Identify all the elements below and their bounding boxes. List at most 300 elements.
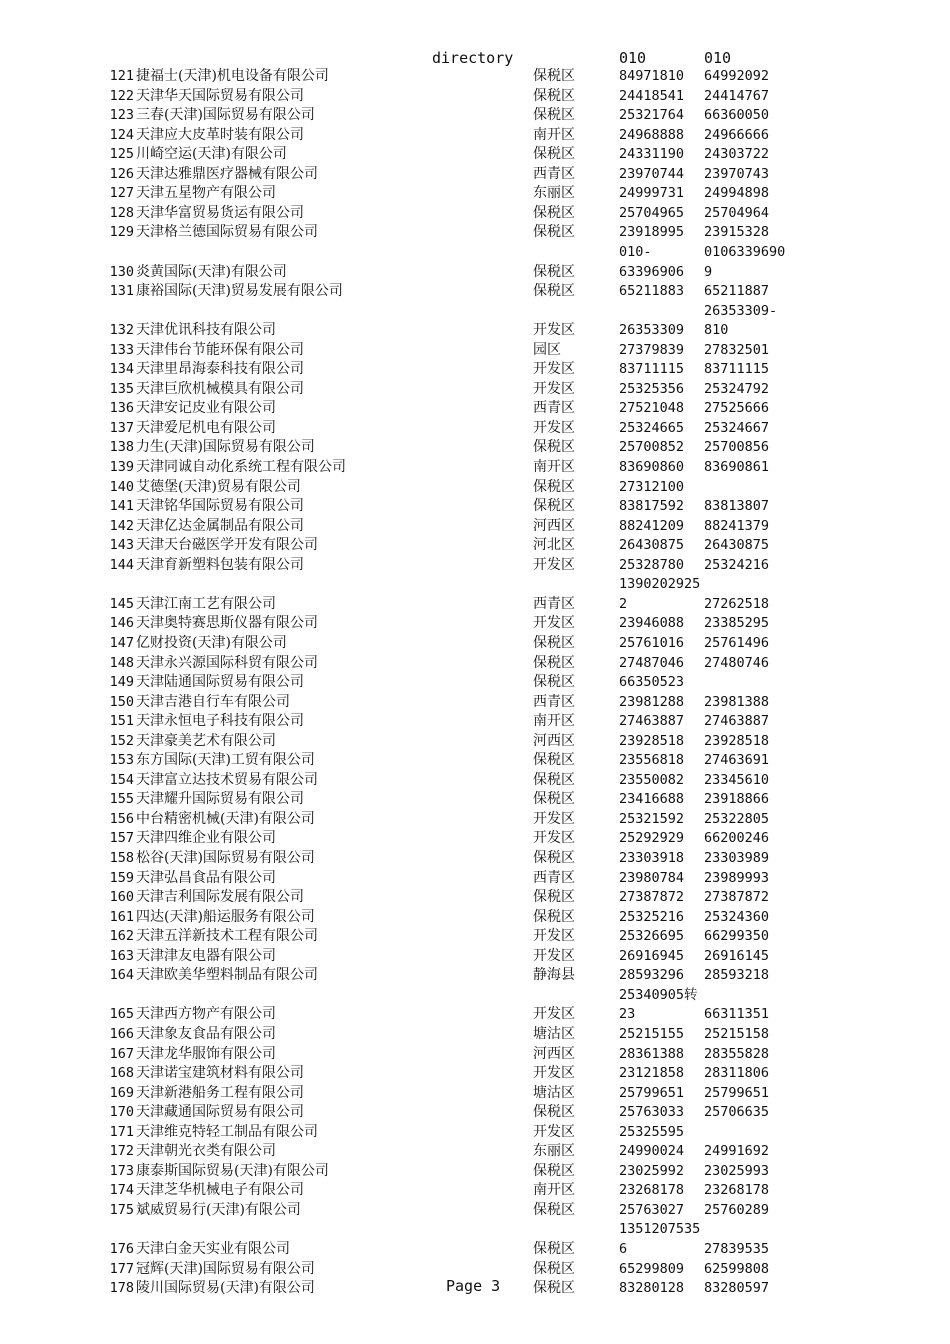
district: 西青区	[533, 869, 575, 886]
row-number: 171	[109, 1123, 134, 1140]
table-row	[0, 1123, 950, 1143]
phone: 83690860	[619, 459, 685, 475]
phone: 25321592	[619, 810, 685, 827]
district: 保税区	[533, 224, 575, 241]
company-name: 天津亿达金属制品有限公司	[136, 517, 304, 534]
fax: 25324667	[704, 419, 770, 436]
phone: 25325595	[619, 1123, 685, 1140]
district: 保税区	[533, 791, 575, 808]
district: 保税区	[533, 146, 575, 163]
fax: 23970743	[704, 165, 770, 182]
row-number: 161	[109, 908, 134, 925]
table-row	[0, 1103, 950, 1123]
row-number: 167	[109, 1045, 134, 1062]
phone: 27312100	[619, 478, 685, 495]
district: 开发区	[533, 322, 575, 339]
phone: 65299809	[619, 1260, 685, 1277]
table-row	[0, 869, 950, 889]
company-name: 天津同诚自动化系统工程有限公司	[136, 459, 346, 475]
header-col2: 010	[704, 49, 732, 67]
fax: 26353309-	[704, 302, 778, 319]
company-name: 陵川国际贸易(天津)有限公司	[136, 1280, 315, 1297]
fax: 83280597	[704, 1280, 770, 1297]
table-row	[0, 771, 950, 791]
district: 保税区	[533, 634, 575, 651]
fax: 25704964	[704, 204, 770, 221]
district: 东丽区	[533, 185, 575, 202]
fax: 23981388	[704, 693, 770, 710]
fax: 28593218	[704, 967, 770, 984]
row-number: 137	[109, 419, 134, 436]
table-row	[0, 849, 950, 869]
company-name: 天津新港船务工程有限公司	[136, 1084, 304, 1101]
row-number: 131	[109, 283, 134, 300]
table-row	[0, 497, 950, 517]
district: 开发区	[533, 810, 575, 827]
company-name: 天津爱尼机电有限公司	[136, 419, 276, 436]
fax: 23989993	[704, 869, 770, 886]
district: 南开区	[533, 1182, 575, 1199]
row-number: 173	[109, 1162, 134, 1179]
company-name: 天津欧美华塑料制品有限公司	[136, 967, 318, 984]
row-number: 124	[109, 126, 134, 143]
fax: 9	[704, 263, 713, 280]
company-name: 亿财投资(天津)有限公司	[136, 634, 287, 651]
phone: 23550082	[619, 771, 685, 788]
row-number: 132	[109, 322, 134, 339]
row-number: 149	[109, 674, 134, 691]
fax: 24414767	[704, 87, 770, 104]
district: 开发区	[533, 1123, 575, 1140]
district: 开发区	[533, 556, 575, 573]
phone: 65211883	[619, 283, 685, 300]
company-name: 天津永恒电子科技有限公司	[136, 713, 304, 730]
fax: 66299350	[704, 928, 770, 945]
phone: 25340905转	[619, 986, 698, 1003]
phone: 1351207535	[619, 1221, 701, 1238]
row-number: 154	[109, 771, 134, 788]
table-row	[0, 438, 950, 458]
row-number: 174	[109, 1182, 134, 1199]
district: 南开区	[533, 713, 575, 730]
row-number: 123	[109, 107, 134, 124]
row-number: 133	[109, 341, 134, 358]
row-number: 140	[109, 478, 134, 495]
district: 保税区	[533, 889, 575, 906]
district: 保税区	[533, 439, 575, 456]
table-row	[0, 634, 950, 654]
phone: 23416688	[619, 791, 685, 808]
row-number: 155	[109, 791, 134, 808]
table-row	[0, 380, 950, 400]
company-name: 炎黄国际(天津)有限公司	[136, 263, 287, 280]
row-number: 162	[109, 928, 134, 945]
table-row	[0, 517, 950, 537]
fax: 24303722	[704, 146, 770, 163]
district: 保税区	[533, 771, 575, 788]
fax: 27262518	[704, 595, 770, 612]
district: 南开区	[533, 126, 575, 143]
fax: 23385295	[704, 615, 770, 632]
district: 开发区	[533, 947, 575, 964]
phone: 27487046	[619, 654, 685, 671]
row-number: 139	[109, 459, 134, 475]
company-name: 天津诺宝建筑材料有限公司	[136, 1065, 304, 1082]
phone: 25325216	[619, 908, 685, 925]
company-name: 斌威贸易行(天津)有限公司	[136, 1201, 301, 1218]
company-name: 天津奥特赛思斯仪器有限公司	[136, 615, 318, 632]
table-row	[0, 595, 950, 615]
table-row	[0, 67, 950, 87]
company-name: 天津天台磁医学开发有限公司	[136, 537, 318, 554]
fax: 66311351	[704, 1006, 770, 1023]
table-row	[0, 243, 950, 263]
row-number: 169	[109, 1084, 134, 1101]
company-name: 天津五洋新技术工程有限公司	[136, 928, 318, 945]
company-name: 天津优讯科技有限公司	[136, 322, 276, 339]
header-title: directory	[432, 49, 514, 67]
phone: 23970744	[619, 165, 685, 182]
district: 保税区	[533, 87, 575, 104]
company-name: 天津里昂海泰科技有限公司	[136, 361, 304, 378]
district: 保税区	[533, 1201, 575, 1218]
phone: 23928518	[619, 732, 685, 749]
company-name: 天津富立达技术贸易有限公司	[136, 771, 318, 788]
fax: 25215158	[704, 1025, 770, 1042]
district: 保税区	[533, 478, 575, 495]
table-row	[0, 126, 950, 146]
company-name: 天津维克特轻工制品有限公司	[136, 1123, 318, 1140]
table-row	[0, 1220, 950, 1240]
district: 开发区	[533, 1006, 575, 1023]
fax: 23918866	[704, 791, 770, 808]
fax: 83813807	[704, 498, 770, 515]
table-row	[0, 986, 950, 1006]
phone: 23918995	[619, 224, 685, 241]
district: 保税区	[533, 1162, 575, 1179]
table-row	[0, 536, 950, 556]
fax: 0106339690	[704, 243, 786, 260]
company-name: 天津龙华服饰有限公司	[136, 1045, 276, 1062]
phone: 28593296	[619, 967, 685, 984]
phone: 28361388	[619, 1045, 685, 1062]
table-row	[0, 888, 950, 908]
phone: 25761016	[619, 634, 685, 651]
table-row	[0, 223, 950, 243]
fax: 83690861	[704, 459, 770, 475]
header-col1: 010	[619, 49, 647, 67]
district: 西青区	[533, 693, 575, 710]
district: 保税区	[533, 850, 575, 866]
district: 开发区	[533, 380, 575, 397]
fax: 23025993	[704, 1162, 770, 1179]
district: 保税区	[533, 1241, 575, 1257]
phone: 24999731	[619, 185, 685, 202]
table-row	[0, 87, 950, 107]
company-name: 天津芝华机械电子有限公司	[136, 1182, 304, 1199]
phone: 25325356	[619, 380, 685, 397]
fax: 64992092	[704, 68, 770, 84]
phone: 25324665	[619, 419, 685, 436]
district: 南开区	[533, 459, 575, 475]
row-number: 164	[109, 967, 134, 984]
phone: 25704965	[619, 204, 685, 221]
table-row	[0, 712, 950, 732]
district: 园区	[533, 341, 561, 358]
fax: 23268178	[704, 1182, 770, 1199]
phone: 83280128	[619, 1280, 685, 1297]
company-name: 天津西方物产有限公司	[136, 1006, 276, 1023]
table-row	[0, 145, 950, 165]
phone: 24968888	[619, 126, 685, 143]
table-row	[0, 908, 950, 928]
row-number: 138	[109, 439, 134, 456]
phone: 27379839	[619, 341, 685, 358]
table-row	[0, 282, 950, 302]
row-number: 141	[109, 498, 134, 515]
company-name: 天津耀升国际贸易有限公司	[136, 791, 304, 808]
row-number: 130	[109, 263, 134, 280]
district: 东丽区	[533, 1143, 575, 1160]
table-row	[0, 106, 950, 126]
company-name: 中台精密机械(天津)有限公司	[136, 810, 315, 827]
row-number: 127	[109, 185, 134, 202]
row-number: 136	[109, 400, 134, 417]
fax: 25324360	[704, 908, 770, 925]
district: 保税区	[533, 674, 575, 691]
table-row	[0, 790, 950, 810]
table-row	[0, 732, 950, 752]
phone: 2	[619, 595, 628, 612]
phone: 27521048	[619, 400, 685, 417]
phone: 84971810	[619, 68, 685, 84]
company-name: 艾德堡(天津)贸易有限公司	[136, 478, 301, 495]
row-number: 150	[109, 693, 134, 710]
fax: 26430875	[704, 537, 770, 554]
phone: 25700852	[619, 439, 685, 456]
table-row	[0, 321, 950, 341]
row-number: 160	[109, 889, 134, 906]
table-row	[0, 810, 950, 830]
fax: 27387872	[704, 889, 770, 906]
table-row	[0, 360, 950, 380]
fax: 810	[704, 322, 729, 339]
fax: 66200246	[704, 830, 770, 847]
company-name: 天津华天国际贸易有限公司	[136, 87, 304, 104]
company-name: 天津伟台节能环保有限公司	[136, 341, 304, 358]
phone: 26430875	[619, 537, 685, 554]
district: 保税区	[533, 498, 575, 515]
company-name: 捷福士(天津)机电设备有限公司	[136, 68, 329, 84]
table-row	[0, 341, 950, 361]
company-name: 天津格兰德国际贸易有限公司	[136, 224, 318, 241]
company-name: 天津五星物产有限公司	[136, 185, 276, 202]
table-row	[0, 575, 950, 595]
phone: 27463887	[619, 713, 685, 730]
district: 开发区	[533, 361, 575, 378]
company-name: 天津应大皮革时装有限公司	[136, 126, 304, 143]
row-number: 159	[109, 869, 134, 886]
row-number: 134	[109, 361, 134, 378]
district: 开发区	[533, 419, 575, 436]
district: 静海县	[533, 967, 575, 984]
fax: 25761496	[704, 634, 770, 651]
district: 保税区	[533, 752, 575, 769]
company-name: 川崎空运(天津)有限公司	[136, 146, 287, 163]
row-number: 142	[109, 517, 134, 534]
district: 河西区	[533, 732, 575, 749]
row-number: 165	[109, 1006, 134, 1023]
fax: 27839535	[704, 1241, 770, 1257]
district: 西青区	[533, 595, 575, 612]
company-name: 天津弘昌食品有限公司	[136, 869, 276, 886]
row-number: 129	[109, 224, 134, 241]
district: 开发区	[533, 615, 575, 632]
district: 西青区	[533, 165, 575, 182]
phone: 27387872	[619, 889, 685, 906]
district: 保税区	[533, 68, 575, 84]
company-name: 天津华富贸易货运有限公司	[136, 204, 304, 221]
table-row	[0, 204, 950, 224]
table-row	[0, 1201, 950, 1221]
table-row	[0, 419, 950, 439]
phone: 88241209	[619, 517, 685, 534]
row-number: 122	[109, 87, 134, 104]
company-name: 天津江南工艺有限公司	[136, 595, 276, 612]
company-name: 天津铭华国际贸易有限公司	[136, 498, 304, 515]
table-row	[0, 184, 950, 204]
row-number: 168	[109, 1065, 134, 1082]
table-row	[0, 947, 950, 967]
district: 河西区	[533, 517, 575, 534]
phone: 25328780	[619, 556, 685, 573]
row-number: 152	[109, 732, 134, 749]
fax: 23345610	[704, 771, 770, 788]
fax: 28311806	[704, 1065, 770, 1082]
row-number: 170	[109, 1104, 134, 1121]
company-name: 天津巨欣机械模具有限公司	[136, 380, 304, 397]
row-number: 158	[109, 850, 134, 866]
phone: 23556818	[619, 752, 685, 769]
row-number: 163	[109, 947, 134, 964]
row-number: 153	[109, 752, 134, 769]
row-number: 175	[109, 1201, 134, 1218]
phone: 83711115	[619, 361, 685, 378]
table-row	[0, 614, 950, 634]
row-number: 147	[109, 634, 134, 651]
phone: 23268178	[619, 1182, 685, 1199]
phone: 23025992	[619, 1162, 685, 1179]
fax: 24991692	[704, 1143, 770, 1160]
phone: 25292929	[619, 830, 685, 847]
page-number: Page 3	[446, 1277, 501, 1295]
fax: 24994898	[704, 185, 770, 202]
phone: 24331190	[619, 146, 685, 163]
district: 保税区	[533, 1260, 575, 1277]
district: 开发区	[533, 1065, 575, 1082]
row-number: 177	[109, 1260, 134, 1277]
district: 开发区	[533, 928, 575, 945]
row-number: 148	[109, 654, 134, 671]
company-name: 冠辉(天津)国际贸易有限公司	[136, 1260, 315, 1277]
table-row	[0, 966, 950, 986]
district: 塘沽区	[533, 1025, 575, 1042]
table-row	[0, 263, 950, 283]
phone: 24418541	[619, 87, 685, 104]
row-number: 144	[109, 556, 134, 573]
company-name: 天津白金天实业有限公司	[136, 1241, 290, 1257]
fax: 23303989	[704, 850, 770, 866]
district: 保税区	[533, 204, 575, 221]
district: 保税区	[533, 283, 575, 300]
phone: 26353309	[619, 322, 685, 339]
table-row	[0, 1142, 950, 1162]
table-row	[0, 165, 950, 185]
fax: 24966666	[704, 126, 770, 143]
district: 塘沽区	[533, 1084, 575, 1101]
company-name: 天津四维企业有限公司	[136, 830, 276, 847]
row-number: 156	[109, 810, 134, 827]
row-number: 126	[109, 165, 134, 182]
table-row	[0, 673, 950, 693]
phone: 6	[619, 1241, 628, 1257]
table-row	[0, 399, 950, 419]
table-row	[0, 1162, 950, 1182]
table-row	[0, 478, 950, 498]
row-number: 178	[109, 1280, 134, 1297]
company-name: 东方国际(天津)工贸有限公司	[136, 752, 315, 769]
fax: 62599808	[704, 1260, 770, 1277]
phone: 25321764	[619, 107, 685, 124]
district: 保税区	[533, 908, 575, 925]
table-row	[0, 1181, 950, 1201]
company-name: 天津豪美艺术有限公司	[136, 732, 276, 749]
company-name: 四达(天津)船运服务有限公司	[136, 908, 315, 925]
row-number: 135	[109, 380, 134, 397]
district: 保税区	[533, 263, 575, 280]
table-row	[0, 1045, 950, 1065]
company-name: 天津安记皮业有限公司	[136, 400, 276, 417]
company-name: 康裕国际(天津)贸易发展有限公司	[136, 283, 343, 300]
phone: 010-	[619, 243, 652, 260]
phone: 25763033	[619, 1104, 685, 1121]
district: 保税区	[533, 1280, 575, 1297]
fax: 25706635	[704, 1104, 770, 1121]
row-number: 176	[109, 1241, 134, 1257]
fax: 23915328	[704, 224, 770, 241]
company-name: 天津永兴源国际科贸有限公司	[136, 654, 318, 671]
phone: 25215155	[619, 1025, 685, 1042]
phone: 23946088	[619, 615, 685, 632]
row-number: 146	[109, 615, 134, 632]
district: 河西区	[533, 1045, 575, 1062]
fax: 27480746	[704, 654, 770, 671]
table-row	[0, 1240, 950, 1260]
phone: 26916945	[619, 947, 685, 964]
row-number: 166	[109, 1025, 134, 1042]
fax: 25322805	[704, 810, 770, 827]
district: 保税区	[533, 654, 575, 671]
table-row	[0, 693, 950, 713]
fax: 25799651	[704, 1084, 770, 1101]
row-number: 172	[109, 1143, 134, 1160]
phone: 25326695	[619, 928, 685, 945]
fax: 27525666	[704, 400, 770, 417]
company-name: 康泰斯国际贸易(天津)有限公司	[136, 1162, 329, 1179]
table-row	[0, 556, 950, 576]
row-number: 145	[109, 595, 134, 612]
fax: 23928518	[704, 732, 770, 749]
